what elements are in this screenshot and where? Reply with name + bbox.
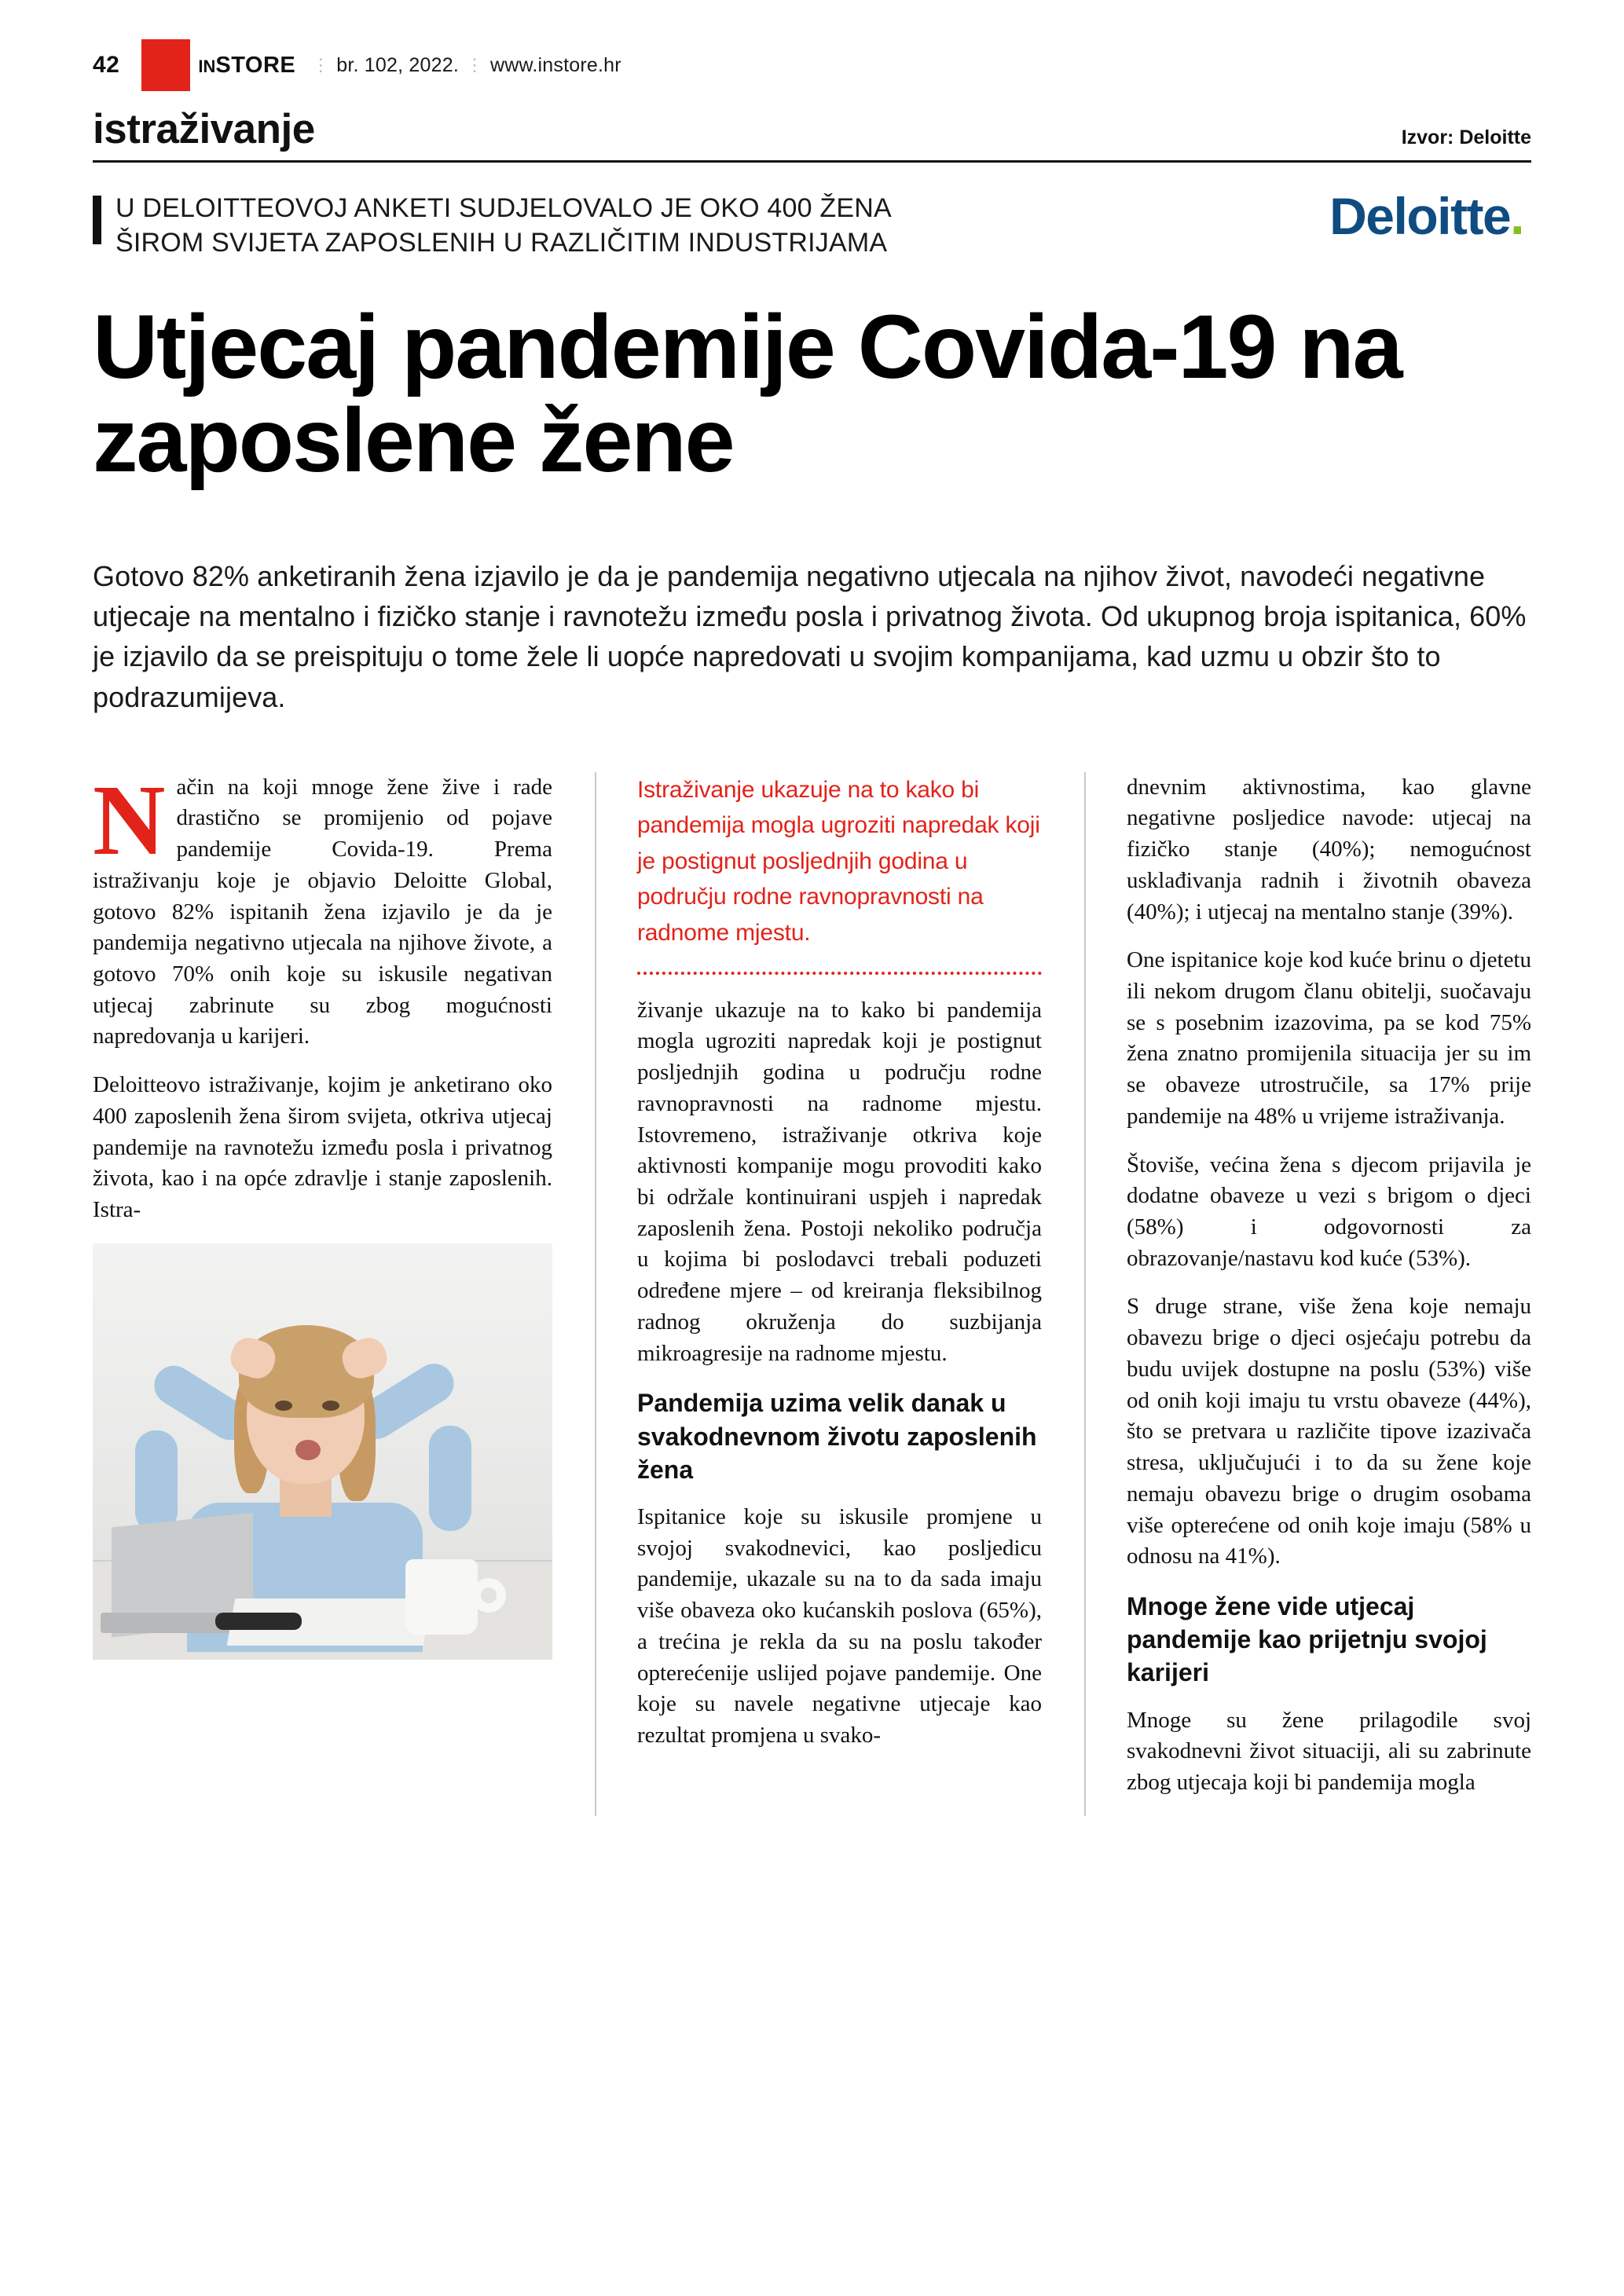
- paragraph: Štoviše, većina žena s djecom prijavila je dodatne obaveze u vezi s brigom o djeci (58%) i odgovornosti za obrazovanje/nastavu kod kuće (53%).: [1127, 1152, 1531, 1271]
- photo-right-forearm: [429, 1426, 471, 1531]
- paragraph: One ispitanice koje kod kuće brinu o djetetu ili nekom drugom članu obitelji, suočavaju se s posebnim izazovima, pa se kod 75% žena znatno promijenila situacija jer su im se obaveze utrostručile, sa 17% prije pandemije na 48% u vrijeme istraživanja.: [1127, 947, 1531, 1129]
- middle-column-text-2: [637, 1502, 1042, 1752]
- section-title: istraživanje: [93, 106, 315, 152]
- source-credit: Izvor: Deloitte: [1401, 126, 1531, 148]
- kicker-line-1: U DELOITTEOVOJ ANKETI SUDJELOVALO JE OKO 400 ŽENA: [115, 193, 892, 223]
- right-column-text: [1127, 772, 1531, 1573]
- middle-column-text: [637, 995, 1042, 1370]
- article-body: [93, 772, 1531, 1816]
- issue-info: br. 102, 2022.: [336, 53, 459, 76]
- logo-store-text: STORE: [215, 52, 296, 78]
- deloitte-logo-text: Deloitte: [1329, 187, 1511, 245]
- kicker-line-2: ŠIROM SVIJETA ZAPOSLENIH U RAZLIČITIM INDUSTRIJAMA: [115, 228, 888, 258]
- stressed-woman-at-desk-photo: [93, 1243, 552, 1660]
- column-right: [1084, 772, 1531, 1816]
- left-column-text: [93, 772, 552, 1226]
- website-url: www.instore.hr: [489, 53, 621, 76]
- paragraph: Deloitteovo istraživanje, kojim je anketirano oko 400 zaposlenih žena širom svijeta, otkriva utjecaj pandemije na ravnotežu između posla i privatnog života, kao i na opće zdravlje i stanje zaposlenih. Istra-: [93, 1072, 552, 1223]
- paragraph-with-dropcap: Način na koji mnoge žene žive i rade drastično se promijenio od pojave pandemije Covida-19. Prema istraživanju koje je objavio Deloitte Global, gotovo 82% ispitanih žena izjavilo je da je pandemija negativno utjecala na njihove živote, a gotovo 70% onih koje su iskusile negativan utjecaj zabrinute su zbog mogućnosti napredovanja u karijeri.: [93, 771, 552, 1049]
- kicker-bar: [93, 196, 101, 244]
- paragraph: dnevnim aktivnostima, kao glavne negativne posljedice navode: utjecaj na fizičko stanje (40%); nemogućnost usklađivanja radnih i životnih obaveza (40%); i utjecaj na mentalno stanje (39%).: [1127, 774, 1531, 925]
- subheading: Pandemija uzima velik danak u svakodnevnom životu zaposlenih žena: [637, 1389, 1037, 1484]
- divider-dot-1: ⋮: [312, 55, 330, 75]
- photo-eye-right: [322, 1401, 339, 1411]
- paragraph: S druge strane, više žena koje nemaju obavezu brige o djeci osjećaju potrebu da budu uvijek dostupne na poslu (53%) više od onih koji imaju tu vrstu obaveze (44%), što se pretvara u različite tipove izazivača stresa, uključujući i to da su žene koje nemaju obavezu brige o drugim osobama više opterećene od onih koje imaju (58% u odnosu na 41%).: [1127, 1294, 1531, 1569]
- column-left: [93, 772, 552, 1816]
- deloitte-logo: [1329, 186, 1523, 246]
- divider-dot-2: ⋮: [465, 55, 483, 75]
- article-standfirst: Gotovo 82% anketiranih žena izjavilo je da je pandemija negativno utjecala na njihov život, navodeći negativne utjecaje na mentalno i fizičko stanje i ravnotežu između posla i privatnog života. Od ukupnog broja ispitanica, 60% je izjavilo da se preispituju o tome žele li uopće napredovati u svojim kompanijama, kad uzmu u obzir što to podrazumijeva.: [93, 560, 1527, 713]
- subheading: Mnoge žene vide utjecaj pandemije kao prijetnju svojoj karijeri: [1127, 1591, 1487, 1687]
- photo-left-forearm: [135, 1430, 178, 1532]
- photo-glasses: [215, 1613, 302, 1630]
- masthead: [93, 0, 1531, 93]
- photo-mouth: [295, 1440, 321, 1460]
- instore-logo-text: [198, 53, 295, 79]
- page-number: 42: [93, 52, 120, 78]
- instore-logo-mark: [141, 39, 190, 91]
- photo-mug: [405, 1559, 478, 1635]
- pull-quote: Istraživanje ukazuje na to kako bi pandemija mogla ugroziti napredak koji je postignut posljednjih godina u području rodne ravnopravnosti na radnome mjestu.: [637, 772, 1042, 975]
- kicker-text: [115, 191, 892, 260]
- kicker: [93, 191, 892, 260]
- photo-eye-left: [275, 1401, 292, 1411]
- kicker-row: [93, 187, 1531, 260]
- column-middle: [595, 772, 1042, 1816]
- deloitte-logo-dot: .: [1510, 187, 1523, 245]
- logo-in-text: IN: [198, 56, 216, 76]
- right-column-text-2: [1127, 1705, 1531, 1799]
- paragraph: Mnoge su žene prilagodile svoj svakodnevni život situaciji, ali su zabrinute zbog utjecaja koji bi pandemija mogla: [1127, 1707, 1531, 1796]
- photo-mug-handle: [471, 1578, 506, 1613]
- header-divider: [93, 160, 1531, 163]
- paragraph: živanje ukazuje na to kako bi pandemija mogla ugroziti napredak koji je postignut posljednjih godina u području rodne ravnopravnosti na radnome mjestu. Istovremeno, istraživanje otkriva koje aktivnosti kompanije mogu provoditi kako bi održale kontinuirani uspjeh i napredak zaposlenih žena. Postoji nekoliko područja u kojima bi poslodavci trebali poduzeti određene mjere – od kreiranja fleksibilnog radnog okruženja do suzbijanja mikroagresije na radnome mjestu.: [637, 997, 1042, 1366]
- paragraph: Ispitanice koje su iskusile promjene u svojoj svakodnevici, kao posljedicu pandemije, ukazale su na to da sada imaju više obaveza oko kućanskih poslova (65%), a trećina je rekla da su na poslu također opterećenije uslijed pojave pandemije. One koje su navele negativne utjecaje kao rezultat promjena u svako-: [637, 1503, 1042, 1749]
- article-headline: Utjecaj pandemije Covida-19 na zaposlene žene: [93, 297, 1402, 491]
